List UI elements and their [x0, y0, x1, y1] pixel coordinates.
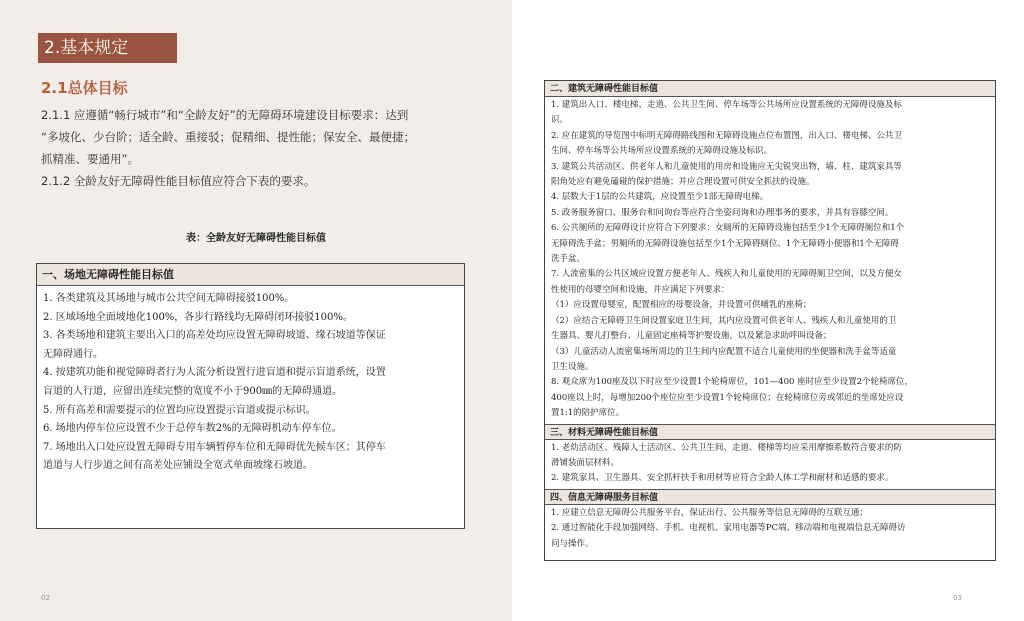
- information-section-body: [545, 505, 995, 554]
- table-line: （2）应结合无障碍卫生间设置家庭卫生间，其内应设置可供老年人、残疾人和儿童使用的卫: [551, 315, 897, 326]
- table-line: 2. 建筑家具、卫生器具、安全抓杆扶手和用材等应符合全龄人体工学和耐材和适感的要求。: [551, 473, 894, 484]
- intro-paragraph: [41, 104, 471, 192]
- materials-section-body: [545, 440, 995, 489]
- table-line: 无障碍通行。: [43, 348, 103, 360]
- table-line: 无障碍洗手盆；男厕所的无障碍设施包括至少1个无障碍厕位、1个无障碍小便器和1个无障碍: [551, 238, 899, 249]
- table-line: 3. 建筑公共活动区、供老年人和儿童使用的用房和设施应无尖锐突出物，墙、柱、建筑家具等: [551, 161, 902, 172]
- subsection-title: 2.1总体目标: [41, 79, 128, 97]
- table-line: 阳角处应有避免磕碰的保护措施；并应合理设置可供安全抓扶的设施。: [551, 177, 815, 188]
- table-line: 洗手盆。: [551, 254, 586, 265]
- table-line: 1. 应建立信息无障碍公共服务平台，保证出行、公共服务等信息无障碍的互联互通；: [551, 507, 868, 518]
- table-line: 置1:1的陪护席位。: [551, 408, 625, 419]
- information-section-header: 四、信息无障碍服务目标值: [545, 489, 995, 505]
- table-line: 生间、停车场等公共场所应设置系统的无障碍设施及标识。: [551, 146, 773, 157]
- site-targets-table: [36, 263, 465, 529]
- table-line: 2. 通过智能化手段加强网络、手机、电视机、家用电器等PC端、移动端和电视端信息无障碍访: [551, 523, 906, 534]
- table-line: 2. 区域场地全面坡地化100%，各步行路线均无障碍闭环接驳100%。: [43, 311, 353, 323]
- table-line: 7. 场地出入口处应设置无障碍专用车辆暂停车位和无障碍优先候车区；其停车: [43, 441, 386, 453]
- page-number: 02: [41, 594, 50, 602]
- intro-line: 2.1.2 全龄友好无障碍性能目标值应符合下表的要求。: [41, 174, 316, 188]
- intro-line: 抓精准、要通用”。: [41, 152, 139, 166]
- table-line: 4. 层数大于1层的公共建筑，应设置至少1部无障碍电梯。: [551, 192, 769, 203]
- table-line: 问与操作。: [551, 538, 594, 549]
- materials-section-header: 三、材料无障碍性能目标值: [545, 424, 995, 440]
- table-line: 6. 公共厕所的无障碍设计应符合下列要求：女厕所的无障碍设施包括至少1个无障碍厕位和1个: [551, 223, 905, 234]
- table-line: （1）应设置母婴室，配置相应的母婴设备，并设置可供哺乳的座椅；: [551, 300, 812, 311]
- table-line: 400座以上时，每增加200个座位应至少设置1个轮椅席位；在轮椅席位旁或邻近的坐席处应设: [551, 392, 904, 403]
- section-banner: 2.基本规定: [38, 33, 177, 63]
- table-line: 5. 所有高差和需要提示的位置均应设置提示盲道或提示标识。: [43, 404, 316, 416]
- table-line: 3. 各类场地和建筑主要出入口的高差处均应设置无障碍坡道、缘石坡道等保证: [43, 330, 386, 342]
- table-line: 5. 政务服务窗口、服务台和问询台等应符合坐姿问询和办理事务的要求，并具有容膝空间。: [551, 207, 894, 218]
- table-line: 道道与人行步道之间有高差处应铺设全宽式单面坡缘石坡道。: [43, 460, 313, 472]
- table-line: 1. 老幼活动区、残障人士活动区、公共卫生间、走道、楼梯等均应采用摩擦系数符合要求的防: [551, 442, 902, 453]
- building-section-body: [545, 97, 995, 424]
- table-line: 生器具、婴儿打整台、儿童固定座椅等护婴设施，以及紧急求助呼叫设备；: [551, 331, 832, 342]
- table-line: 滑铺装面层材料。: [551, 457, 620, 468]
- table-line: 卫生设施。: [551, 361, 594, 372]
- table-body: [37, 286, 464, 480]
- table-line: 7. 人流密集的公共区域应设置方便老年人、残疾人和儿童使用的无障碍厕卫空间，以及方便女: [551, 269, 902, 280]
- intro-line: “多坡化、少台阶；适全龄、重接驳；促精细、提性能；保安全、最便捷；: [41, 130, 415, 144]
- table-line: 8. 观众席为100座及以下时应至少设置1个轮椅席位，101—400 座时应至少设置2个轮椅席位，: [551, 377, 914, 388]
- table-line: 识。: [551, 115, 569, 126]
- intro-line: 2.1.1 应遵循“畅行城市”和“全龄友好”的无障碍环境建设目标要求：达到: [41, 108, 409, 122]
- table-header: 一、场地无障碍性能目标值: [37, 264, 464, 286]
- table-line: 2. 应在建筑的导览图中标明无障碍路线图和无障碍设施点位布置图，出入口、楼电梯、公共卫: [551, 130, 902, 141]
- table-line: 1. 建筑出入口、楼电梯、走道、公共卫生间、停车场等公共场所应设置系统的无障碍设施及标: [551, 100, 902, 110]
- table-line: （3）儿童活动人流密集场所周边的卫生间内应配置不适合儿童使用的坐便器和洗手盆等适童: [551, 346, 897, 357]
- table-line: 4. 按建筑功能和视觉障碍者行为人流分析设置行进盲道和提示盲道系统，设置: [43, 367, 386, 379]
- table-caption: 表：全龄友好无障碍性能目标值: [186, 233, 326, 244]
- page-number: 03: [953, 594, 962, 602]
- table-line: 6. 场地内停车位应设置不少于总停车数2%的无障碍机动车停车位。: [43, 423, 342, 435]
- table-line: 1. 各类建筑及其场地与城市公共空间无障碍接驳100%。: [43, 293, 295, 304]
- building-section-header: 二、建筑无障碍性能目标值: [545, 81, 995, 97]
- table-line: 性使用的母婴空间和设施，并应满足下列要求：: [551, 284, 730, 295]
- targets-table-continued: [544, 80, 996, 561]
- table-line: 盲道的人行道，应留出连续完整的宽度不小于900㎜的无障碍通道。: [43, 385, 343, 397]
